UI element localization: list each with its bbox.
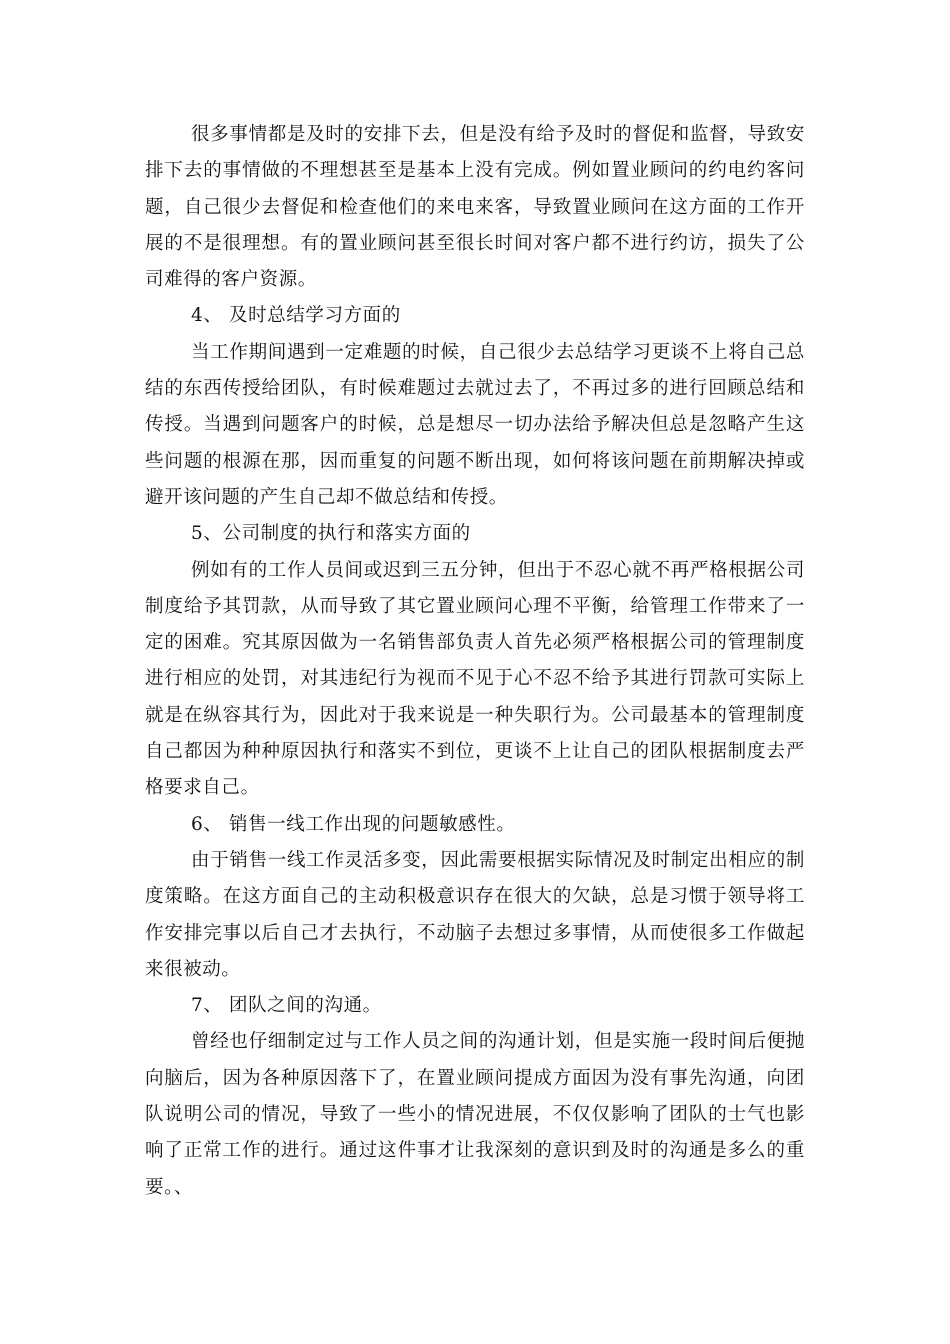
section-number: 7、 (191, 995, 223, 1017)
paragraph-summary-learning: 当工作期间遇到一定难题的时候，自己很少去总结学习更谈不上将自己总结的东西传授给团队，有时候难题过去就过去了，不再过多的进行回顾总结和传授。当遇到问题客户的时候，总是想尽一切办法给予解决但总是忽略产生这些问题的根源在那，因而重复的问题不断出现，如何将该问题在前期解决掉或避开该问题的产生自己却不做总结和传授。 (145, 341, 805, 508)
paragraph-team-communication: 曾经也仔细制定过与工作人员之间的沟通计划，但是实施一段时间后便抛向脑后，因为各种原因落下了，在置业顾问提成方面因为没有事先沟通，向团队说明公司的情况，导致了一些小的情况进展，不仅仅影响了团队的士气也影响了正常工作的进行。通过这件事才让我深刻的意识到及时的沟通是多么的重要。、 (145, 1031, 805, 1198)
paragraph-policy-enforcement: 例如有的工作人员间或迟到三五分钟，但出于不忍心就不再严格根据公司制度给予其罚款，从而导致了其它置业顾问心理不平衡，给管理工作带来了一定的困难。究其原因做为一名销售部负责人首先必须严格根据公司的管理制度进行相应的处罚，对其违纪行为视而不见于心不忍不给予其进行罚款可实际上就是在纵容其行为，因此对于我来说是一种失职行为。公司最基本的管理制度自己都因为种种原因执行和落实不到位，更谈不上让自己的团队根据制度去严格要求自己。 (145, 559, 805, 799)
section-number: 4、 (191, 305, 223, 327)
section-heading-5 (145, 516, 805, 552)
section-heading-4 (145, 298, 805, 334)
section-title: 销售一线工作出现的问题敏感性。 (228, 813, 516, 835)
paragraph-supervision: 很多事情都是及时的安排下去，但是没有给予及时的督促和监督，导致安排下去的事情做的不理想甚至是基本上没有完成。例如置业顾问的约电约客问题，自己很少去督促和检查他们的来电来客，导致置业顾问在这方面的工作开展的不是很理想。有的置业顾问甚至很长时间对客户都不进行约访，损失了公司难得的客户资源。 (145, 124, 805, 291)
document-page (145, 117, 805, 1206)
section-number: 6、 (191, 813, 223, 835)
section-title: 及时总结学习方面的 (228, 305, 401, 327)
section-title: 团队之间的沟通。 (228, 995, 382, 1017)
section-heading-7 (145, 988, 805, 1024)
section-title: 公司制度的执行和落实方面的 (222, 523, 471, 545)
section-number: 5、 (191, 523, 223, 545)
section-heading-6 (145, 807, 805, 843)
paragraph-sales-sensitivity: 由于销售一线工作灵活多变，因此需要根据实际情况及时制定出相应的制度策略。在这方面自己的主动积极意识存在很大的欠缺，总是习惯于领导将工作安排完事以后自己才去执行，不动脑子去想过多事情，从而使很多工作做起来很被动。 (145, 849, 805, 980)
